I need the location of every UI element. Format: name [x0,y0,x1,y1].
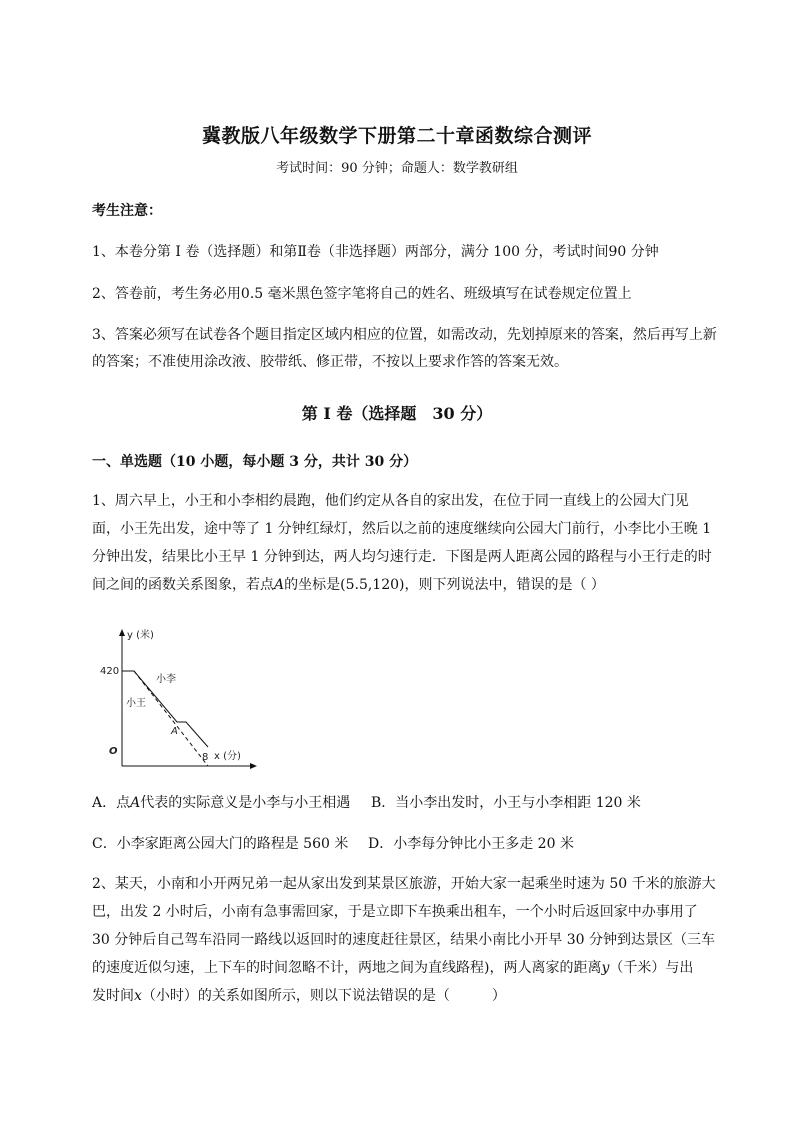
option-a-var: A [130,795,141,811]
series-li-line [134,671,208,766]
q2-line-3: 30 分钟后自己驾车沿同一路线以返回时的速度赶往景区，结果小南比小开早 30 分钟到达景区（三车 [92,932,715,948]
q2-line-1: 2、某天，小南和小开两兄弟一起从家出发到某景区旅游，开始大家一起乘坐时速为 50 千米的旅游大 [92,876,716,892]
part-heading: 一、单选题（10 小题，每小题 3 分，共计 30 分） [92,454,418,470]
y-tick-label: 420 [100,666,120,677]
y-axis-arrow [119,629,125,636]
notice-item-2: 2、答卷前，考生务必用0.5 毫米黑色签字笔将自己的姓名、班级填写在试卷规定位置上 [92,286,632,302]
origin-label: O [109,746,118,757]
exam-title: 冀教版八年级数学下册第二十章函数综合测评 [201,125,592,147]
option-a-prefix: A．点 [92,795,131,811]
point-a-label: A [171,726,178,737]
q1-line-4-rest: 的坐标是(5.5,120)，则下列说法中，错误的是（ ） [284,577,605,593]
q2-var-x: x [134,988,142,1004]
x-axis-label: x (分) [214,751,241,762]
series-wang-label: 小王 [126,698,146,709]
q1-line-1: 1、周六早上，小王和小李相约晨跑，他们约定从各自的家出发，在位于同一直线上的公园大门见 [92,493,689,509]
notice-item-1: 1、本卷分第 I 卷（选择题）和第Ⅱ卷（非选择题）两部分，满分 100 分，考试时间90 分钟 [92,244,659,260]
series-li-label: 小李 [156,674,176,685]
q2-line-5 [92,982,712,1010]
option-a[interactable] [92,792,350,812]
y-axis-label: y (米) [127,630,154,641]
point-a-var: A [274,577,285,593]
notice-item-3: 3、答案必须写在试卷各个题目指定区域内相应的位置，如需改动，先划掉原来的答案，然后再写上新 [92,327,717,343]
option-b[interactable]: B．当小李出发时，小王与小李相距 120 米 [371,795,641,811]
section-title: 第 I 卷（选择题 30 分） [301,404,493,423]
option-c[interactable]: C．小李家距离公园大门的路程是 560 米 [92,836,349,852]
option-a-text: 代表的实际意义是小李与小王相遇 [140,795,351,811]
x-tick-label: 8 [202,752,209,763]
notice-item-3-cont: 的答案；不准使用涂改液、胶带纸、修正带，不按以上要求作答的答案无效。 [92,354,568,370]
q1-line-3: 分钟出发，结果比小王早 1 分钟到达，两人均匀速行走．下图是两人距离公园的路程与小王行走的时 [92,549,712,565]
exam-subtitle: 考试时间：90 分钟；命题人：数学教研组 [276,161,518,176]
q1-line-4 [92,571,712,599]
q1-line-2: 面，小王先出发，途中等了 1 分钟红绿灯，然后以之前的速度继续向公园大门前行，小李比小王晚 1 [92,521,712,537]
question-2 [92,870,716,1010]
q1-function-graph [100,624,260,774]
option-d[interactable]: D．小李每分钟比小王多走 20 米 [368,836,574,852]
q2-line-5-text: 发时间 [92,988,134,1004]
q1-line-4-text: 间之间的函数关系图象，若点 [92,577,274,593]
q2-line-5-rest: （小时）的关系如图所示，则以下说法错误的是（ ） [141,988,506,1004]
q2-line-2: 巴，出发 2 小时后，小南有急事需回家，于是立即下车换乘出租车，一个小时后返回家中办事用了 [92,904,698,920]
q2-line-4 [92,954,712,982]
x-axis-arrow [250,763,257,769]
notice-heading: 考生注意： [92,203,162,219]
question-1 [92,487,712,599]
q2-var-y: y [601,960,610,976]
q2-line-4-text: 的速度近似匀速，上下车的时间忽略不计，两地之间为直线路程)，两人离家的距离 [92,960,602,976]
q2-line-4-rest: （千米）与出 [609,960,694,976]
